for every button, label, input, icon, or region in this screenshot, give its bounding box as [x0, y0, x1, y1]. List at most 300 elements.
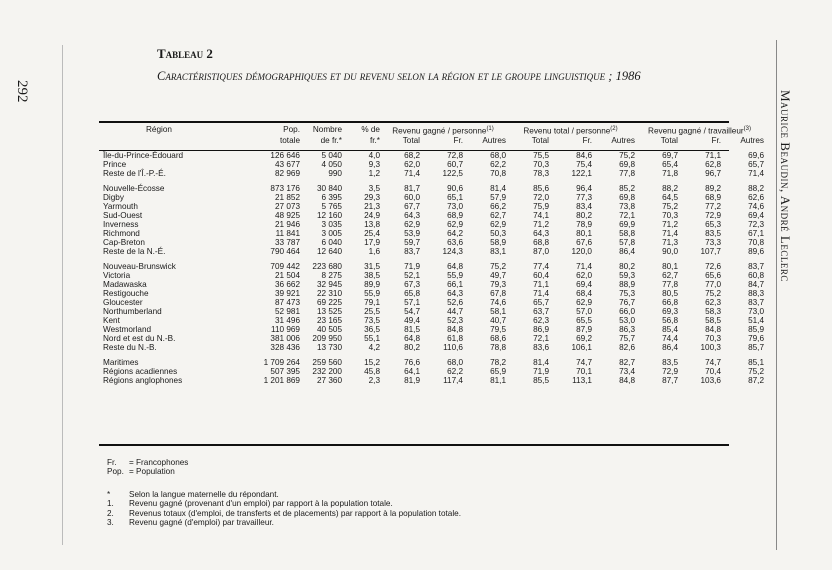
cell-population: 790 464 — [270, 246, 300, 256]
cell-total-pp-autres: 57,8 — [619, 237, 635, 247]
cell-earned-pp-total: 64,1 — [404, 366, 420, 376]
cell-region: Prince — [103, 159, 127, 169]
cell-earned-pw-autres: 85,9 — [748, 324, 764, 334]
cell-total-pp-fr: 57,0 — [576, 306, 592, 316]
cell-earned-pw-autres: 62,6 — [748, 192, 764, 202]
cell-earned-pw-autres: 60,8 — [748, 270, 764, 280]
cell-total-pp-fr: 84,6 — [576, 150, 592, 160]
note-item — [107, 490, 461, 499]
cell-earned-pp-fr: 110,6 — [443, 342, 463, 352]
cell-earned-pw-autres: 79,6 — [748, 333, 764, 343]
cell-earned-pp-fr: 63,6 — [447, 237, 463, 247]
cell-population: 27 073 — [274, 201, 300, 211]
cell-earned-pp-total: 76,6 — [404, 357, 420, 367]
cell-earned-pp-total: 81,5 — [404, 324, 420, 334]
cell-total-pp-total: 60,4 — [533, 270, 549, 280]
cell-earned-pw-total: 62,7 — [662, 270, 678, 280]
cell-earned-pw-fr: 65,3 — [705, 219, 721, 229]
cell-total-pp-fr: 78,9 — [576, 219, 592, 229]
cell-earned-pw-total: 75,2 — [662, 201, 678, 211]
table-body — [103, 145, 764, 385]
cell-earned-pp-fr: 44,7 — [447, 306, 463, 316]
cell-earned-pw-fr: 62,8 — [705, 159, 721, 169]
cell-earned-pp-autres: 50,3 — [490, 228, 506, 238]
header-nombre-1: Nombre — [312, 125, 342, 134]
cell-earned-pw-total: 74,4 — [662, 333, 678, 343]
cell-total-pp-total: 85,5 — [533, 375, 549, 385]
cell-earned-pp-total: 52,1 — [404, 270, 420, 280]
cell-earned-pw-total: 90,0 — [662, 246, 678, 256]
cell-earned-pp-autres: 58,9 — [490, 237, 506, 247]
cell-total-pp-fr: 75,4 — [576, 159, 592, 169]
cell-pct-fr: 55,1 — [364, 333, 380, 343]
note-mark: 3. — [107, 518, 114, 528]
note-text: Revenu gagné (provenant d'un emploi) par rapport à la population totale. — [129, 499, 393, 509]
cell-region: Restigouche — [103, 288, 149, 298]
cell-total-pp-fr: 122,1 — [571, 168, 592, 178]
cell-total-pp-fr: 80,1 — [576, 228, 592, 238]
abbreviations — [107, 458, 188, 477]
cell-earned-pw-fr: 96,7 — [705, 168, 721, 178]
table-row — [103, 271, 764, 280]
cell-total-pp-fr: 62,0 — [576, 270, 592, 280]
cell-earned-pp-fr: 64,3 — [447, 288, 463, 298]
table-row — [103, 220, 764, 229]
cell-earned-pw-total: 87,7 — [662, 375, 678, 385]
cell-total-pp-fr: 69,4 — [576, 279, 592, 289]
cell-earned-pw-autres: 85,1 — [748, 357, 764, 367]
cell-pct-fr: 79,1 — [364, 297, 380, 307]
cell-nombre-fr: 209 950 — [312, 333, 342, 343]
cell-population: 36 662 — [274, 279, 300, 289]
cell-earned-pw-fr: 107,7 — [700, 246, 721, 256]
cell-earned-pp-total: 54,7 — [404, 306, 420, 316]
cell-population: 52 981 — [274, 306, 300, 316]
cell-earned-pw-autres: 73,0 — [748, 306, 764, 316]
header-group2-sup: (2) — [610, 126, 618, 132]
cell-nombre-fr: 8 275 — [321, 270, 342, 280]
note-mark: 1. — [107, 499, 114, 509]
note-text: Selon la langue maternelle du répondant. — [129, 490, 279, 499]
cell-earned-pw-fr: 84,8 — [705, 324, 721, 334]
cell-earned-pp-autres: 74,6 — [490, 297, 506, 307]
cell-earned-pp-fr: 117,4 — [443, 375, 463, 385]
table-row — [103, 358, 764, 367]
cell-total-pp-autres: 69,8 — [619, 192, 635, 202]
cell-earned-pp-total: 62,9 — [404, 219, 420, 229]
table-row — [103, 316, 764, 325]
header-group-total-per-person — [506, 125, 635, 136]
note-item — [107, 499, 461, 508]
cell-earned-pw-fr: 100,3 — [700, 342, 721, 352]
cell-region: Nord et est du N.-B. — [103, 333, 176, 343]
table-title: Caractéristiques démographiques et du revenu selon la région et le groupe linguistique ; 1986 — [157, 69, 641, 83]
note-item — [107, 509, 461, 518]
table-top-rule — [99, 121, 729, 123]
cell-total-pp-fr: 87,9 — [576, 324, 592, 334]
header-group3-sup: (3) — [743, 126, 751, 132]
cell-earned-pp-fr: 52,3 — [447, 315, 463, 325]
cell-total-pp-fr: 83,4 — [576, 201, 592, 211]
abbreviation-key: Fr. — [107, 458, 117, 467]
cell-total-pp-fr: 69,2 — [576, 333, 592, 343]
cell-earned-pp-total: 57,1 — [404, 297, 420, 307]
table-row — [103, 343, 764, 352]
cell-earned-pp-autres: 81,4 — [490, 183, 506, 193]
cell-earned-pp-total: 81,7 — [404, 183, 420, 193]
cell-total-pp-total: 75,5 — [533, 150, 549, 160]
cell-population: 82 969 — [274, 168, 300, 178]
cell-region: Régions anglophones — [103, 375, 183, 385]
cell-earned-pw-total: 77,8 — [662, 279, 678, 289]
cell-earned-pp-fr: 68,0 — [447, 357, 463, 367]
cell-earned-pw-fr: 75,2 — [705, 288, 721, 298]
table-row — [103, 376, 764, 385]
cell-total-pp-autres: 84,8 — [619, 375, 635, 385]
header-pop-1: Pop. — [283, 125, 300, 134]
cell-nombre-fr: 22 310 — [316, 288, 342, 298]
cell-population: 709 442 — [270, 261, 300, 271]
cell-earned-pp-autres: 62,2 — [490, 159, 506, 169]
cell-nombre-fr: 40 505 — [316, 324, 342, 334]
cell-region: Maritimes — [103, 357, 139, 367]
cell-earned-pp-autres: 75,2 — [490, 261, 506, 271]
cell-total-pp-fr: 67,6 — [576, 237, 592, 247]
cell-earned-pw-total: 71,3 — [662, 237, 678, 247]
cell-earned-pw-autres: 83,7 — [748, 261, 764, 271]
cell-total-pp-total: 87,0 — [533, 246, 549, 256]
cell-total-pp-autres: 88,9 — [619, 279, 635, 289]
cell-earned-pw-autres: 88,3 — [748, 288, 764, 298]
cell-pct-fr: 15,2 — [364, 357, 380, 367]
cell-earned-pw-total: 71,8 — [662, 168, 678, 178]
cell-pct-fr: 2,3 — [368, 375, 380, 385]
abbreviation-item — [107, 458, 188, 467]
header-group1-sup: (1) — [486, 126, 494, 132]
cell-total-pp-fr: 70,1 — [576, 366, 592, 376]
cell-earned-pw-total: 56,8 — [662, 315, 678, 325]
cell-earned-pw-autres: 75,2 — [748, 366, 764, 376]
cell-total-pp-fr: 62,9 — [576, 297, 592, 307]
table-row — [103, 238, 764, 247]
cell-earned-pp-total: 65,8 — [404, 288, 420, 298]
cell-earned-pp-autres: 68,6 — [490, 333, 506, 343]
cell-earned-pp-total: 71,4 — [404, 168, 420, 178]
cell-nombre-fr: 12 160 — [316, 210, 342, 220]
header-g3-autres: Autres — [740, 135, 764, 145]
header-g2-fr: Fr. — [582, 135, 592, 145]
cell-region: Gloucester — [103, 297, 143, 307]
cell-total-pp-total: 71,2 — [533, 219, 549, 229]
cell-total-pp-total: 63,7 — [533, 306, 549, 316]
cell-pct-fr: 24,9 — [364, 210, 380, 220]
cell-population: 381 006 — [270, 333, 300, 343]
cell-total-pp-total: 70,3 — [533, 159, 549, 169]
table-row — [103, 334, 764, 343]
cell-region: Inverness — [103, 219, 139, 229]
note-mark: 2. — [107, 508, 114, 518]
cell-population: 126 646 — [270, 150, 300, 160]
cell-earned-pp-autres: 83,1 — [490, 246, 506, 256]
cell-nombre-fr: 3 035 — [321, 219, 342, 229]
cell-earned-pp-total: 80,2 — [404, 342, 420, 352]
cell-earned-pw-autres: 51,4 — [748, 315, 764, 325]
cell-pct-fr: 4,2 — [368, 342, 380, 352]
cell-earned-pw-autres: 72,3 — [748, 219, 764, 229]
cell-pct-fr: 25,5 — [364, 306, 380, 316]
cell-earned-pp-fr: 73,0 — [447, 201, 463, 211]
table-row — [103, 169, 764, 178]
cell-region: Westmorland — [103, 324, 152, 334]
cell-population: 1 201 869 — [263, 375, 300, 385]
cell-total-pp-autres: 58,8 — [619, 228, 635, 238]
cell-earned-pw-total: 70,3 — [662, 210, 678, 220]
cell-earned-pw-fr: 58,5 — [705, 315, 721, 325]
cell-region: Reste du N.-B. — [103, 342, 157, 352]
cell-earned-pw-total: 83,5 — [662, 357, 678, 367]
cell-earned-pp-autres: 81,1 — [490, 375, 506, 385]
table-row — [103, 247, 764, 256]
header-g1-fr: Fr. — [453, 135, 463, 145]
cell-earned-pw-total: 80,1 — [662, 261, 678, 271]
cell-earned-pp-fr: 62,9 — [447, 219, 463, 229]
cell-region: Victoria — [103, 270, 131, 280]
header-pct-2: fr.* — [369, 135, 380, 145]
cell-total-pp-autres: 75,2 — [619, 150, 635, 160]
cell-earned-pp-fr: 60,7 — [447, 159, 463, 169]
cell-nombre-fr: 13 730 — [316, 342, 342, 352]
cell-total-pp-total: 64,3 — [533, 228, 549, 238]
cell-population: 1 709 264 — [263, 357, 300, 367]
cell-nombre-fr: 223 680 — [312, 261, 342, 271]
header-nombre-2: de fr.* — [320, 135, 342, 145]
cell-region: Île-du-Prince-Édouard — [103, 150, 184, 160]
cell-total-pp-autres: 76,7 — [619, 297, 635, 307]
cell-earned-pp-fr: 124,3 — [442, 246, 463, 256]
cell-earned-pp-autres: 58,1 — [490, 306, 506, 316]
header-group3-label: Revenu gagné / travailleur — [648, 126, 744, 136]
cell-earned-pp-total: 68,2 — [404, 150, 420, 160]
cell-earned-pw-autres: 83,7 — [748, 297, 764, 307]
cell-pct-fr: 73,5 — [364, 315, 380, 325]
cell-earned-pp-autres: 66,2 — [490, 201, 506, 211]
cell-total-pp-autres: 66,0 — [619, 306, 635, 316]
cell-earned-pp-autres: 79,5 — [490, 324, 506, 334]
cell-pct-fr: 36,5 — [364, 324, 380, 334]
header-g2-total: Total — [531, 135, 549, 145]
cell-population: 31 496 — [274, 315, 300, 325]
cell-nombre-fr: 5 040 — [321, 150, 342, 160]
cell-earned-pw-fr: 77,2 — [705, 201, 721, 211]
cell-earned-pw-fr: 70,4 — [705, 366, 721, 376]
cell-earned-pw-fr: 74,7 — [705, 357, 721, 367]
cell-region: Digby — [103, 192, 124, 202]
cell-pct-fr: 29,3 — [364, 192, 380, 202]
cell-population: 33 787 — [274, 237, 300, 247]
cell-total-pp-total: 77,4 — [533, 261, 549, 271]
cell-earned-pw-fr: 68,9 — [705, 192, 721, 202]
table-row — [103, 211, 764, 220]
cell-nombre-fr: 13 525 — [316, 306, 342, 316]
cell-earned-pp-fr: 64,2 — [447, 228, 463, 238]
cell-earned-pp-total: 71,9 — [404, 261, 420, 271]
cell-earned-pw-total: 72,9 — [662, 366, 678, 376]
cell-total-pp-total: 72,0 — [533, 192, 549, 202]
cell-region: Yarmouth — [103, 201, 138, 211]
header-g2-autres: Autres — [611, 135, 635, 145]
cell-nombre-fr: 5 765 — [321, 201, 342, 211]
cell-pct-fr: 9,3 — [368, 159, 380, 169]
cell-pct-fr: 45,8 — [364, 366, 380, 376]
cell-earned-pp-total: 59,7 — [404, 237, 420, 247]
cell-earned-pp-fr: 64,8 — [447, 261, 463, 271]
cell-total-pp-autres: 82,6 — [619, 342, 635, 352]
cell-pct-fr: 31,5 — [364, 261, 380, 271]
table-row — [103, 325, 764, 334]
cell-earned-pw-total: 85,4 — [662, 324, 678, 334]
cell-nombre-fr: 259 560 — [312, 357, 342, 367]
cell-total-pp-autres: 77,8 — [619, 168, 635, 178]
header-group-earned-per-person — [380, 125, 506, 136]
cell-earned-pw-total: 88,2 — [662, 183, 678, 193]
left-margin-rule — [62, 45, 63, 545]
cell-total-pp-autres: 59,3 — [619, 270, 635, 280]
cell-earned-pp-total: 49,4 — [404, 315, 420, 325]
cell-pct-fr: 13,8 — [364, 219, 380, 229]
cell-earned-pw-fr: 58,3 — [705, 306, 721, 316]
cell-total-pp-autres: 86,3 — [619, 324, 635, 334]
cell-total-pp-total: 65,7 — [533, 297, 549, 307]
cell-pct-fr: 21,3 — [364, 201, 380, 211]
cell-pct-fr: 55,9 — [364, 288, 380, 298]
cell-nombre-fr: 30 840 — [316, 183, 342, 193]
cell-earned-pw-autres: 71,4 — [748, 168, 764, 178]
cell-nombre-fr: 232 200 — [312, 366, 342, 376]
cell-region: Kent — [103, 315, 120, 325]
cell-earned-pp-autres: 62,9 — [490, 219, 506, 229]
table-row — [103, 280, 764, 289]
cell-earned-pw-autres: 69,4 — [748, 210, 764, 220]
cell-earned-pp-autres: 57,9 — [490, 192, 506, 202]
running-head: Maurice Beaudin, André Leclerc — [778, 90, 793, 282]
cell-earned-pp-total: 64,3 — [404, 210, 420, 220]
cell-nombre-fr: 4 050 — [321, 159, 342, 169]
cell-region: Reste de la N.-É. — [103, 246, 166, 256]
cell-earned-pw-fr: 83,5 — [705, 228, 721, 238]
abbreviation-value: = Francophones — [129, 458, 189, 467]
cell-earned-pp-fr: 90,6 — [447, 183, 463, 193]
table-row — [103, 289, 764, 298]
cell-population: 21 504 — [274, 270, 300, 280]
header-region: Région — [146, 125, 172, 134]
cell-earned-pp-fr: 55,9 — [447, 270, 463, 280]
note-item — [107, 518, 461, 527]
cell-nombre-fr: 990 — [328, 168, 342, 178]
note-text: Revenus totaux (d'emploi, de transferts et de placements) par rapport à la population totale. — [129, 508, 461, 518]
cell-total-pp-total: 72,1 — [533, 333, 549, 343]
cell-nombre-fr: 32 945 — [316, 279, 342, 289]
cell-earned-pw-total: 71,2 — [662, 219, 678, 229]
cell-pct-fr: 1,2 — [368, 168, 380, 178]
cell-earned-pw-autres: 84,7 — [748, 279, 764, 289]
cell-total-pp-autres: 80,2 — [619, 261, 635, 271]
cell-total-pp-autres: 73,8 — [619, 201, 635, 211]
cell-earned-pp-total: 62,0 — [404, 159, 420, 169]
cell-nombre-fr: 27 360 — [316, 375, 342, 385]
header-row-1 — [103, 125, 764, 136]
table-row — [103, 184, 764, 193]
cell-earned-pp-fr: 52,6 — [447, 297, 463, 307]
cell-total-pp-total: 75,9 — [533, 201, 549, 211]
data-table — [103, 125, 764, 385]
cell-earned-pw-total: 71,4 — [662, 228, 678, 238]
cell-earned-pw-autres: 88,2 — [748, 183, 764, 193]
header-group2-label: Revenu total / personne — [523, 126, 611, 136]
cell-earned-pw-fr: 103,6 — [700, 375, 721, 385]
cell-earned-pp-autres: 65,9 — [490, 366, 506, 376]
cell-earned-pw-autres: 67,1 — [748, 228, 764, 238]
cell-earned-pw-autres: 74,6 — [748, 201, 764, 211]
cell-total-pp-total: 86,9 — [533, 324, 549, 334]
table-row — [103, 229, 764, 238]
header-g1-autres: Autres — [482, 135, 506, 145]
cell-population: 110 969 — [271, 324, 300, 334]
table-row — [103, 202, 764, 211]
abbreviation-key: Pop. — [107, 467, 124, 477]
cell-nombre-fr: 69 225 — [316, 297, 342, 307]
cell-nombre-fr: 12 640 — [316, 246, 342, 256]
cell-population: 43 677 — [274, 159, 300, 169]
table-row — [103, 307, 764, 316]
cell-population: 48 925 — [274, 210, 300, 220]
cell-earned-pp-autres: 78,8 — [490, 342, 506, 352]
cell-earned-pw-total: 66,8 — [662, 297, 678, 307]
cell-nombre-fr: 6 395 — [321, 192, 342, 202]
cell-earned-pp-fr: 66,1 — [447, 279, 463, 289]
cell-total-pp-total: 78,3 — [533, 168, 549, 178]
cell-earned-pp-fr: 84,8 — [447, 324, 463, 334]
cell-earned-pw-total: 69,7 — [662, 150, 678, 160]
cell-total-pp-autres: 53,0 — [619, 315, 635, 325]
cell-population: 21 946 — [274, 219, 300, 229]
cell-earned-pp-autres: 67,8 — [490, 288, 506, 298]
abbreviation-value: = Population — [129, 467, 175, 477]
footnotes — [107, 490, 461, 528]
cell-earned-pw-total: 86,4 — [662, 342, 678, 352]
cell-region: Northumberland — [103, 306, 162, 316]
cell-pct-fr: 17,9 — [364, 237, 380, 247]
cell-population: 873 176 — [270, 183, 300, 193]
cell-earned-pp-fr: 62,2 — [447, 366, 463, 376]
header-pct-1: % de — [361, 125, 380, 134]
table-row — [103, 298, 764, 307]
cell-pct-fr: 1,6 — [368, 246, 380, 256]
abbreviation-item — [107, 467, 188, 476]
header-group-earned-per-worker — [635, 125, 764, 136]
cell-total-pp-fr: 77,3 — [576, 192, 592, 202]
cell-population: 87 473 — [274, 297, 300, 307]
cell-total-pp-total: 83,6 — [533, 342, 549, 352]
cell-total-pp-fr: 106,1 — [571, 342, 592, 352]
table-row — [103, 160, 764, 169]
cell-earned-pw-total: 64,5 — [662, 192, 678, 202]
cell-earned-pw-fr: 65,6 — [705, 270, 721, 280]
cell-earned-pw-fr: 73,3 — [705, 237, 721, 247]
cell-earned-pw-fr: 70,3 — [705, 333, 721, 343]
cell-total-pp-autres: 75,3 — [619, 288, 635, 298]
header-g3-total: Total — [660, 135, 678, 145]
cell-population: 328 436 — [270, 342, 300, 352]
